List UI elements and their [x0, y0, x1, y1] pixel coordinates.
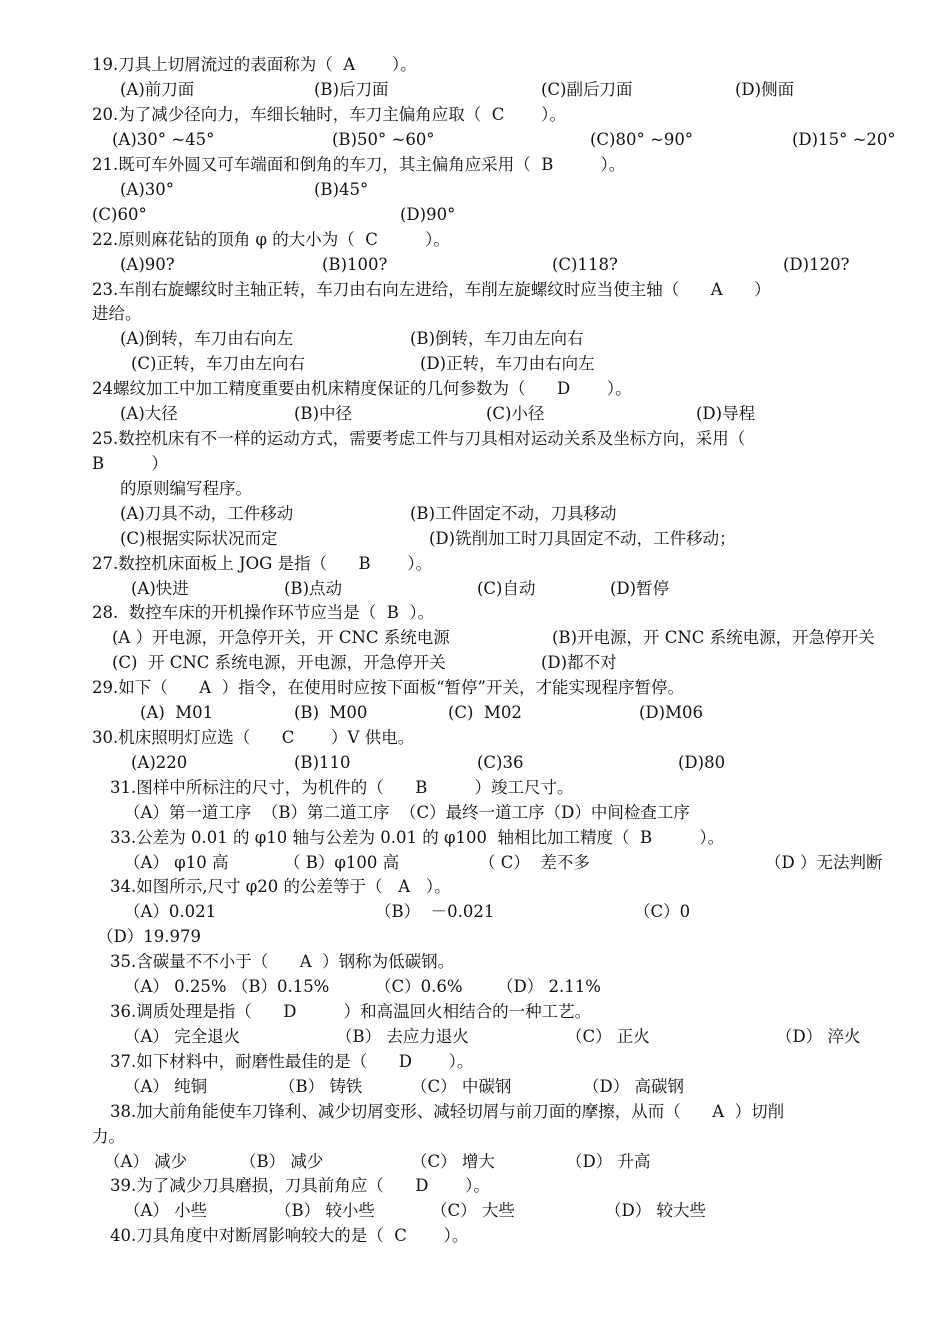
- option: (B)45°: [314, 180, 369, 199]
- question-21: 21.既可车外圆又可车端面和倒角的车刀，其主偏角应采用（ B ）。: [92, 155, 626, 174]
- option: （B） 减少: [240, 1152, 324, 1171]
- option: （ C） 差不多: [479, 853, 590, 872]
- option: （B） 铸铁: [279, 1077, 363, 1096]
- option: （C） 中碳钢: [411, 1077, 512, 1096]
- question-31: 31.图样中所标注的尺寸，为机件的（ B ）竣工尺寸。: [110, 778, 574, 797]
- option: （ B）φ100 高: [284, 853, 400, 872]
- option: (A)前刀面: [120, 80, 195, 99]
- question-33: 33.公差为 0.01 的 φ10 轴与公差为 0.01 的 φ100 轴相比加工精度（ B ）。: [110, 828, 725, 847]
- option: (C)36: [477, 753, 524, 772]
- option: (B)后刀面: [314, 80, 389, 99]
- question-40: 40.刀具角度中对断屑影响较大的是（ C ）。: [110, 1226, 469, 1245]
- option: (B)工件固定不动，刀具移动: [410, 504, 617, 523]
- option: （D） 高碳钢: [583, 1077, 684, 1096]
- option: (D)都不对: [541, 653, 617, 672]
- question-37: 37.如下材料中，耐磨性最佳的是（ D ）。: [110, 1052, 474, 1071]
- question-23: 23.车削右旋螺纹时主轴正转，车刀由右向左进给，车削左旋螺纹时应当使主轴（ A ）: [92, 280, 771, 299]
- option: (A ）开电源，开急停开关，开 CNC 系统电源: [112, 628, 450, 647]
- option: (D)导程: [696, 404, 756, 423]
- option: (C)正转，车刀由左向右: [131, 354, 305, 373]
- question-35: 35.含碳量不不小于（ A ）钢称为低碳钢。: [110, 952, 455, 971]
- option: (B)110: [294, 753, 351, 772]
- option: (D)15° ~20°: [792, 130, 896, 149]
- option: （D） 升高: [566, 1152, 651, 1171]
- question-38: 38.加大前角能使车刀锋利、减少切屑变形、减轻切屑与前刀面的摩擦，从而（ A ）切削: [110, 1102, 785, 1121]
- question-29: 29.如下（ A ）指令，在使用时应按下面板“暂停”开关，才能实现程序暂停。: [92, 678, 684, 697]
- option: （D ）无法判断: [765, 853, 883, 872]
- question-23-cont: 进给。: [92, 304, 142, 323]
- option: (C)60°: [92, 205, 147, 224]
- option: (C)副后刀面: [541, 80, 633, 99]
- option: (B)50° ~60°: [332, 130, 435, 149]
- question-22: 22.原则麻花钻的顶角 φ 的大小为（ C ）。: [92, 230, 450, 249]
- option: (B)点动: [284, 579, 342, 598]
- option: (A)220: [131, 753, 188, 772]
- option: (C) M02: [448, 703, 522, 722]
- option: （C）0.6%: [375, 977, 463, 996]
- question-25: 25.数控机床有不一样的运动方式，需要考虑工件与刀具相对运动关系及坐标方向，采用（: [92, 429, 746, 448]
- option: （A） 0.25% （B）0.15%: [124, 977, 330, 996]
- option: （B） 较小些: [275, 1201, 375, 1220]
- option: （B） －0.021: [375, 902, 495, 921]
- question-34: 34.如图所示,尺寸 φ20 的公差等于（ A ）。: [110, 877, 451, 896]
- option: (B) M00: [294, 703, 368, 722]
- option: (C)80° ~90°: [590, 130, 694, 149]
- question-27: 27.数控机床面板上 JOG 是指（ B ）。: [92, 554, 433, 573]
- option: (B)开电源，开 CNC 系统电源，开急停开关: [552, 628, 875, 647]
- option: （B） 去应力退火: [336, 1027, 469, 1046]
- option: (B)倒转，车刀由左向右: [410, 329, 584, 348]
- option: （A） 完全退火: [124, 1027, 241, 1046]
- option: （A） 减少: [104, 1152, 188, 1171]
- option: (A)大径: [120, 404, 178, 423]
- option: (A) M01: [140, 703, 214, 722]
- option: (A)30°: [120, 180, 175, 199]
- option: （C） 增大: [411, 1152, 495, 1171]
- option: （D） 较大些: [605, 1201, 706, 1220]
- option: (D)侧面: [735, 80, 795, 99]
- option: (A)快进: [131, 579, 189, 598]
- option: （D） 2.11%: [497, 977, 601, 996]
- option: （C） 大些: [431, 1201, 515, 1220]
- option: （D）19.979: [97, 927, 201, 946]
- option: (C)小径: [486, 404, 545, 423]
- options-row: （A）第一道工序 （B）第二道工序 （C）最终一道工序（D）中间检查工序: [124, 803, 690, 822]
- option: (B)100?: [322, 255, 388, 274]
- option: (D)90°: [400, 205, 456, 224]
- question-36: 36.调质处理是指（ D ）和高温回火相结合的一种工艺。: [110, 1002, 592, 1021]
- option: (D)M06: [639, 703, 703, 722]
- option: (C)自动: [477, 579, 536, 598]
- option: (B)中径: [294, 404, 352, 423]
- option: (C)根据实际状况而定: [120, 529, 278, 548]
- option: (D)暂停: [610, 579, 670, 598]
- option: （A） φ10 高: [124, 853, 229, 872]
- option: （C）0: [634, 902, 691, 921]
- option: (A)倒转，车刀由右向左: [120, 329, 294, 348]
- option: (C)118?: [552, 255, 618, 274]
- option: (D)铣削加工时刀具固定不动，工件移动；: [429, 529, 736, 548]
- option: (C) 开 CNC 系统电源，开电源，开急停开关: [112, 653, 446, 672]
- question-25-answer: B ）: [92, 454, 168, 473]
- question-30: 30.机床照明灯应选（ C ）V 供电。: [92, 728, 415, 747]
- option: (A)30° ~45°: [112, 130, 215, 149]
- option: （C） 正火: [566, 1027, 650, 1046]
- option: （D） 淬火: [776, 1027, 861, 1046]
- option: (A)刀具不动，工件移动: [120, 504, 294, 523]
- question-24: 24螺纹加工中加工精度重要由机床精度保证的几何参数为（ D ）。: [92, 379, 632, 398]
- question-20: 20.为了减少径向力，车细长轴时，车刀主偏角应取（ C ）。: [92, 105, 566, 124]
- question-19: 19.刀具上切屑流过的表面称为（ A ）。: [92, 55, 417, 74]
- option: （A）0.021: [124, 902, 217, 921]
- option: (D)80: [678, 753, 726, 772]
- question-28: 28. 数控车床的开机操作环节应当是（ B ）。: [92, 603, 435, 622]
- question-39: 39.为了减少刀具磨损，刀具前角应（ D ）。: [110, 1176, 490, 1195]
- option: (D)正转，车刀由右向左: [420, 354, 595, 373]
- option: (A)90?: [120, 255, 175, 274]
- question-38-cont: 力。: [92, 1127, 125, 1146]
- option: （A） 小些: [124, 1201, 208, 1220]
- option: (D)120?: [783, 255, 850, 274]
- option: （A） 纯铜: [124, 1077, 208, 1096]
- question-25-cont: 的原则编写程序。: [120, 479, 252, 498]
